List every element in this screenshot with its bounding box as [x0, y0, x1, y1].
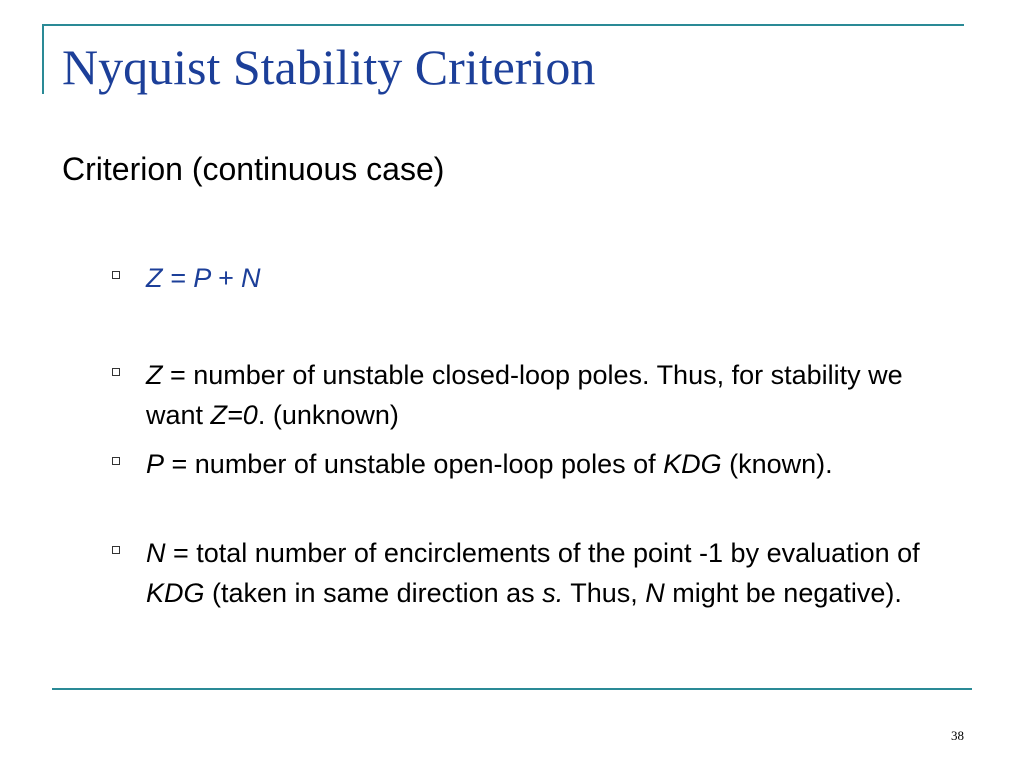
square-bullet-icon — [112, 546, 120, 554]
frame-left-line — [42, 24, 44, 94]
bullet-p-em1: KDG — [663, 449, 722, 479]
bullet-p-var: P — [146, 449, 165, 479]
slide-subtitle: Criterion (continuous case) — [62, 151, 445, 187]
bullet-n-var: N — [146, 538, 166, 568]
bullet-z-text1: = number of unstable closed-loop poles. Thus, for stability we want — [146, 360, 903, 430]
bullet-p — [112, 444, 932, 484]
bullet-n-text4: might be negative). — [664, 578, 902, 608]
frame-bottom-line — [52, 688, 972, 690]
bullet-n-em2: s. — [542, 578, 564, 608]
page-number: 38 — [951, 728, 964, 743]
bullet-n — [112, 533, 932, 613]
bullet-n-text1: = total number of encirclements of the point -1 by evaluation of — [165, 538, 920, 568]
bullet-formula-text — [146, 258, 932, 298]
square-bullet-icon — [112, 457, 120, 465]
frame-top-line — [42, 24, 964, 26]
bullet-n-text3: Thus, — [563, 578, 646, 608]
slide-title: Nyquist Stability Criterion — [62, 39, 596, 95]
bullet-n-em3: N — [645, 578, 665, 608]
formula-text: Z = P + N — [146, 263, 261, 293]
bullet-formula — [112, 258, 932, 298]
bullet-z — [112, 355, 932, 435]
bullet-z-var: Z — [146, 360, 163, 390]
bullet-z-em1: Z=0 — [210, 400, 258, 430]
bullet-p-text1: = number of unstable open-loop poles of — [164, 449, 664, 479]
bullet-z-text2: . (unknown) — [257, 400, 399, 430]
bullet-n-em1: KDG — [146, 578, 205, 608]
square-bullet-icon — [112, 271, 120, 279]
bullet-n-text2: (taken in same direction as — [204, 578, 543, 608]
square-bullet-icon — [112, 368, 120, 376]
bullet-n-text — [146, 533, 932, 613]
bullet-p-text2: (known). — [721, 449, 833, 479]
bullet-p-text — [146, 444, 932, 484]
bullet-z-text — [146, 355, 932, 435]
